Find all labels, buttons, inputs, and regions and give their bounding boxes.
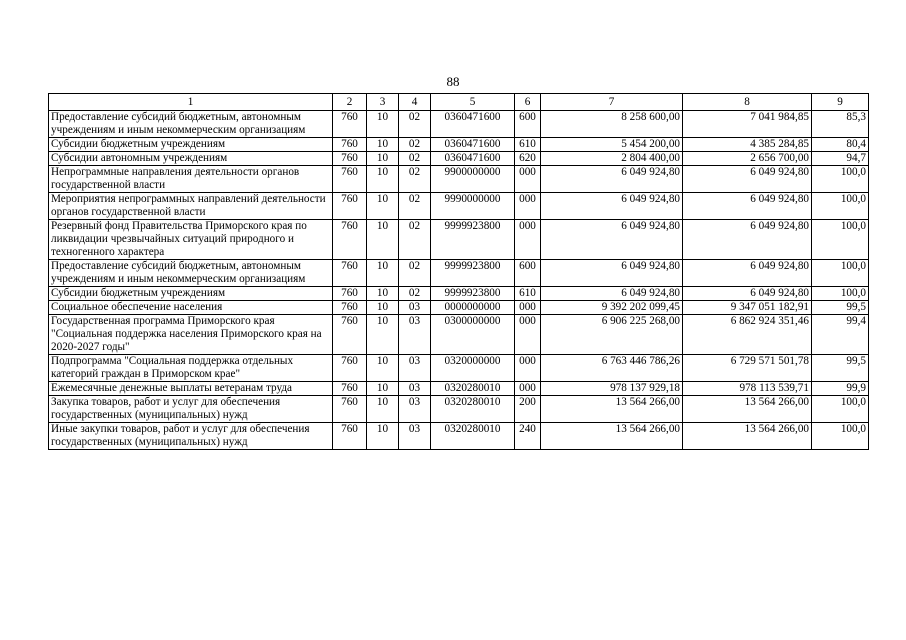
cell-admin-code: 760 (333, 166, 367, 193)
cell-target-article: 9999923800 (431, 287, 515, 301)
cell-percent: 100,0 (812, 287, 869, 301)
cell-planned: 6 906 225 268,00 (541, 315, 683, 355)
cell-section: 10 (367, 193, 399, 220)
cell-subsection: 03 (399, 396, 431, 423)
table-row (49, 152, 869, 166)
table-row (49, 260, 869, 287)
cell-subsection: 02 (399, 287, 431, 301)
cell-executed: 13 564 266,00 (683, 423, 812, 450)
table-row (49, 301, 869, 315)
cell-target-article: 0360471600 (431, 111, 515, 138)
col-header-3: 3 (367, 94, 399, 111)
cell-executed: 6 049 924,80 (683, 220, 812, 260)
cell-admin-code: 760 (333, 138, 367, 152)
table-row (49, 423, 869, 450)
cell-executed: 9 347 051 182,91 (683, 301, 812, 315)
cell-executed: 6 729 571 501,78 (683, 355, 812, 382)
cell-section: 10 (367, 382, 399, 396)
table-row (49, 287, 869, 301)
cell-percent: 100,0 (812, 423, 869, 450)
table-row (49, 138, 869, 152)
cell-expense-type: 000 (515, 166, 541, 193)
cell-planned: 6 049 924,80 (541, 260, 683, 287)
cell-name: Субсидии автономным учреждениям (49, 152, 333, 166)
cell-percent: 99,9 (812, 382, 869, 396)
cell-percent: 85,3 (812, 111, 869, 138)
cell-target-article: 9999923800 (431, 220, 515, 260)
cell-percent: 99,5 (812, 355, 869, 382)
cell-subsection: 02 (399, 111, 431, 138)
cell-section: 10 (367, 260, 399, 287)
cell-section: 10 (367, 301, 399, 315)
table-row (49, 220, 869, 260)
cell-subsection: 03 (399, 301, 431, 315)
cell-planned: 13 564 266,00 (541, 423, 683, 450)
cell-admin-code: 760 (333, 220, 367, 260)
cell-name: Предоставление субсидий бюджетным, автономным учреждениям и иным некоммерческим организациям (49, 260, 333, 287)
cell-name: Социальное обеспечение населения (49, 301, 333, 315)
table-row (49, 166, 869, 193)
cell-percent: 100,0 (812, 260, 869, 287)
cell-name: Ежемесячные денежные выплаты ветеранам труда (49, 382, 333, 396)
cell-subsection: 03 (399, 315, 431, 355)
cell-section: 10 (367, 355, 399, 382)
cell-admin-code: 760 (333, 260, 367, 287)
cell-subsection: 03 (399, 423, 431, 450)
col-header-5: 5 (431, 94, 515, 111)
cell-planned: 978 137 929,18 (541, 382, 683, 396)
cell-name: Субсидии бюджетным учреждениям (49, 138, 333, 152)
cell-section: 10 (367, 152, 399, 166)
col-header-1: 1 (49, 94, 333, 111)
cell-name: Иные закупки товаров, работ и услуг для обеспечения государственных (муниципальных) нужд (49, 423, 333, 450)
cell-percent: 99,5 (812, 301, 869, 315)
cell-executed: 6 049 924,80 (683, 260, 812, 287)
cell-admin-code: 760 (333, 315, 367, 355)
cell-expense-type: 000 (515, 193, 541, 220)
cell-section: 10 (367, 111, 399, 138)
cell-percent: 100,0 (812, 396, 869, 423)
cell-subsection: 02 (399, 152, 431, 166)
cell-subsection: 03 (399, 382, 431, 396)
cell-subsection: 02 (399, 138, 431, 152)
cell-target-article: 9999923800 (431, 260, 515, 287)
header-row (49, 94, 869, 111)
cell-target-article: 0300000000 (431, 315, 515, 355)
cell-admin-code: 760 (333, 287, 367, 301)
cell-target-article: 0360471600 (431, 138, 515, 152)
cell-admin-code: 760 (333, 301, 367, 315)
cell-section: 10 (367, 423, 399, 450)
cell-admin-code: 760 (333, 423, 367, 450)
cell-planned: 6 049 924,80 (541, 193, 683, 220)
cell-section: 10 (367, 396, 399, 423)
cell-name: Предоставление субсидий бюджетным, автономным учреждениям и иным некоммерческим организациям (49, 111, 333, 138)
page-number: 88 (446, 74, 460, 89)
cell-name: Субсидии бюджетным учреждениям (49, 287, 333, 301)
col-header-9: 9 (812, 94, 869, 111)
cell-target-article: 9990000000 (431, 193, 515, 220)
cell-subsection: 03 (399, 355, 431, 382)
cell-expense-type: 620 (515, 152, 541, 166)
cell-name: Государственная программа Приморского края "Социальная поддержка населения Приморского края на 2020-2027 годы" (49, 315, 333, 355)
table-row (49, 382, 869, 396)
cell-target-article: 0320000000 (431, 355, 515, 382)
cell-planned: 6 763 446 786,26 (541, 355, 683, 382)
cell-percent: 94,7 (812, 152, 869, 166)
table-row (49, 193, 869, 220)
cell-executed: 6 049 924,80 (683, 287, 812, 301)
cell-name: Непрограммные направления деятельности органов государственной власти (49, 166, 333, 193)
cell-planned: 5 454 200,00 (541, 138, 683, 152)
budget-table (48, 93, 869, 450)
cell-percent: 100,0 (812, 166, 869, 193)
cell-executed: 2 656 700,00 (683, 152, 812, 166)
cell-target-article: 0320280010 (431, 382, 515, 396)
cell-percent: 100,0 (812, 220, 869, 260)
cell-section: 10 (367, 315, 399, 355)
cell-expense-type: 200 (515, 396, 541, 423)
cell-section: 10 (367, 138, 399, 152)
cell-subsection: 02 (399, 166, 431, 193)
cell-expense-type: 600 (515, 260, 541, 287)
cell-planned: 2 804 400,00 (541, 152, 683, 166)
cell-executed: 978 113 539,71 (683, 382, 812, 396)
cell-admin-code: 760 (333, 396, 367, 423)
cell-percent: 99,4 (812, 315, 869, 355)
table-row (49, 315, 869, 355)
cell-expense-type: 000 (515, 315, 541, 355)
col-header-6: 6 (515, 94, 541, 111)
cell-admin-code: 760 (333, 152, 367, 166)
cell-expense-type: 000 (515, 355, 541, 382)
cell-admin-code: 760 (333, 355, 367, 382)
cell-name: Подпрограмма "Социальная поддержка отдельных категорий граждан в Приморском крае" (49, 355, 333, 382)
cell-executed: 6 049 924,80 (683, 166, 812, 193)
cell-section: 10 (367, 166, 399, 193)
cell-executed: 7 041 984,85 (683, 111, 812, 138)
cell-expense-type: 610 (515, 287, 541, 301)
cell-expense-type: 600 (515, 111, 541, 138)
cell-executed: 6 049 924,80 (683, 193, 812, 220)
cell-percent: 80,4 (812, 138, 869, 152)
col-header-8: 8 (683, 94, 812, 111)
cell-expense-type: 240 (515, 423, 541, 450)
cell-subsection: 02 (399, 260, 431, 287)
cell-expense-type: 000 (515, 301, 541, 315)
cell-executed: 13 564 266,00 (683, 396, 812, 423)
cell-expense-type: 610 (515, 138, 541, 152)
cell-expense-type: 000 (515, 382, 541, 396)
cell-admin-code: 760 (333, 193, 367, 220)
cell-expense-type: 000 (515, 220, 541, 260)
cell-admin-code: 760 (333, 382, 367, 396)
col-header-2: 2 (333, 94, 367, 111)
cell-target-article: 0360471600 (431, 152, 515, 166)
table-row (49, 111, 869, 138)
table-row (49, 396, 869, 423)
cell-planned: 8 258 600,00 (541, 111, 683, 138)
cell-executed: 4 385 284,85 (683, 138, 812, 152)
cell-planned: 6 049 924,80 (541, 220, 683, 260)
cell-target-article: 9900000000 (431, 166, 515, 193)
cell-target-article: 0320280010 (431, 396, 515, 423)
cell-name: Резервный фонд Правительства Приморского края по ликвидации чрезвычайных ситуаций природного и техногенного характера (49, 220, 333, 260)
cell-subsection: 02 (399, 220, 431, 260)
cell-section: 10 (367, 220, 399, 260)
col-header-7: 7 (541, 94, 683, 111)
cell-target-article: 0320280010 (431, 423, 515, 450)
cell-executed: 6 862 924 351,46 (683, 315, 812, 355)
cell-name: Закупка товаров, работ и услуг для обеспечения государственных (муниципальных) нужд (49, 396, 333, 423)
cell-target-article: 0000000000 (431, 301, 515, 315)
col-header-4: 4 (399, 94, 431, 111)
table-row (49, 355, 869, 382)
cell-subsection: 02 (399, 193, 431, 220)
cell-section: 10 (367, 287, 399, 301)
cell-planned: 9 392 202 099,45 (541, 301, 683, 315)
cell-planned: 6 049 924,80 (541, 287, 683, 301)
cell-planned: 6 049 924,80 (541, 166, 683, 193)
cell-admin-code: 760 (333, 111, 367, 138)
cell-planned: 13 564 266,00 (541, 396, 683, 423)
cell-percent: 100,0 (812, 193, 869, 220)
cell-name: Мероприятия непрограммных направлений деятельности органов государственной власти (49, 193, 333, 220)
